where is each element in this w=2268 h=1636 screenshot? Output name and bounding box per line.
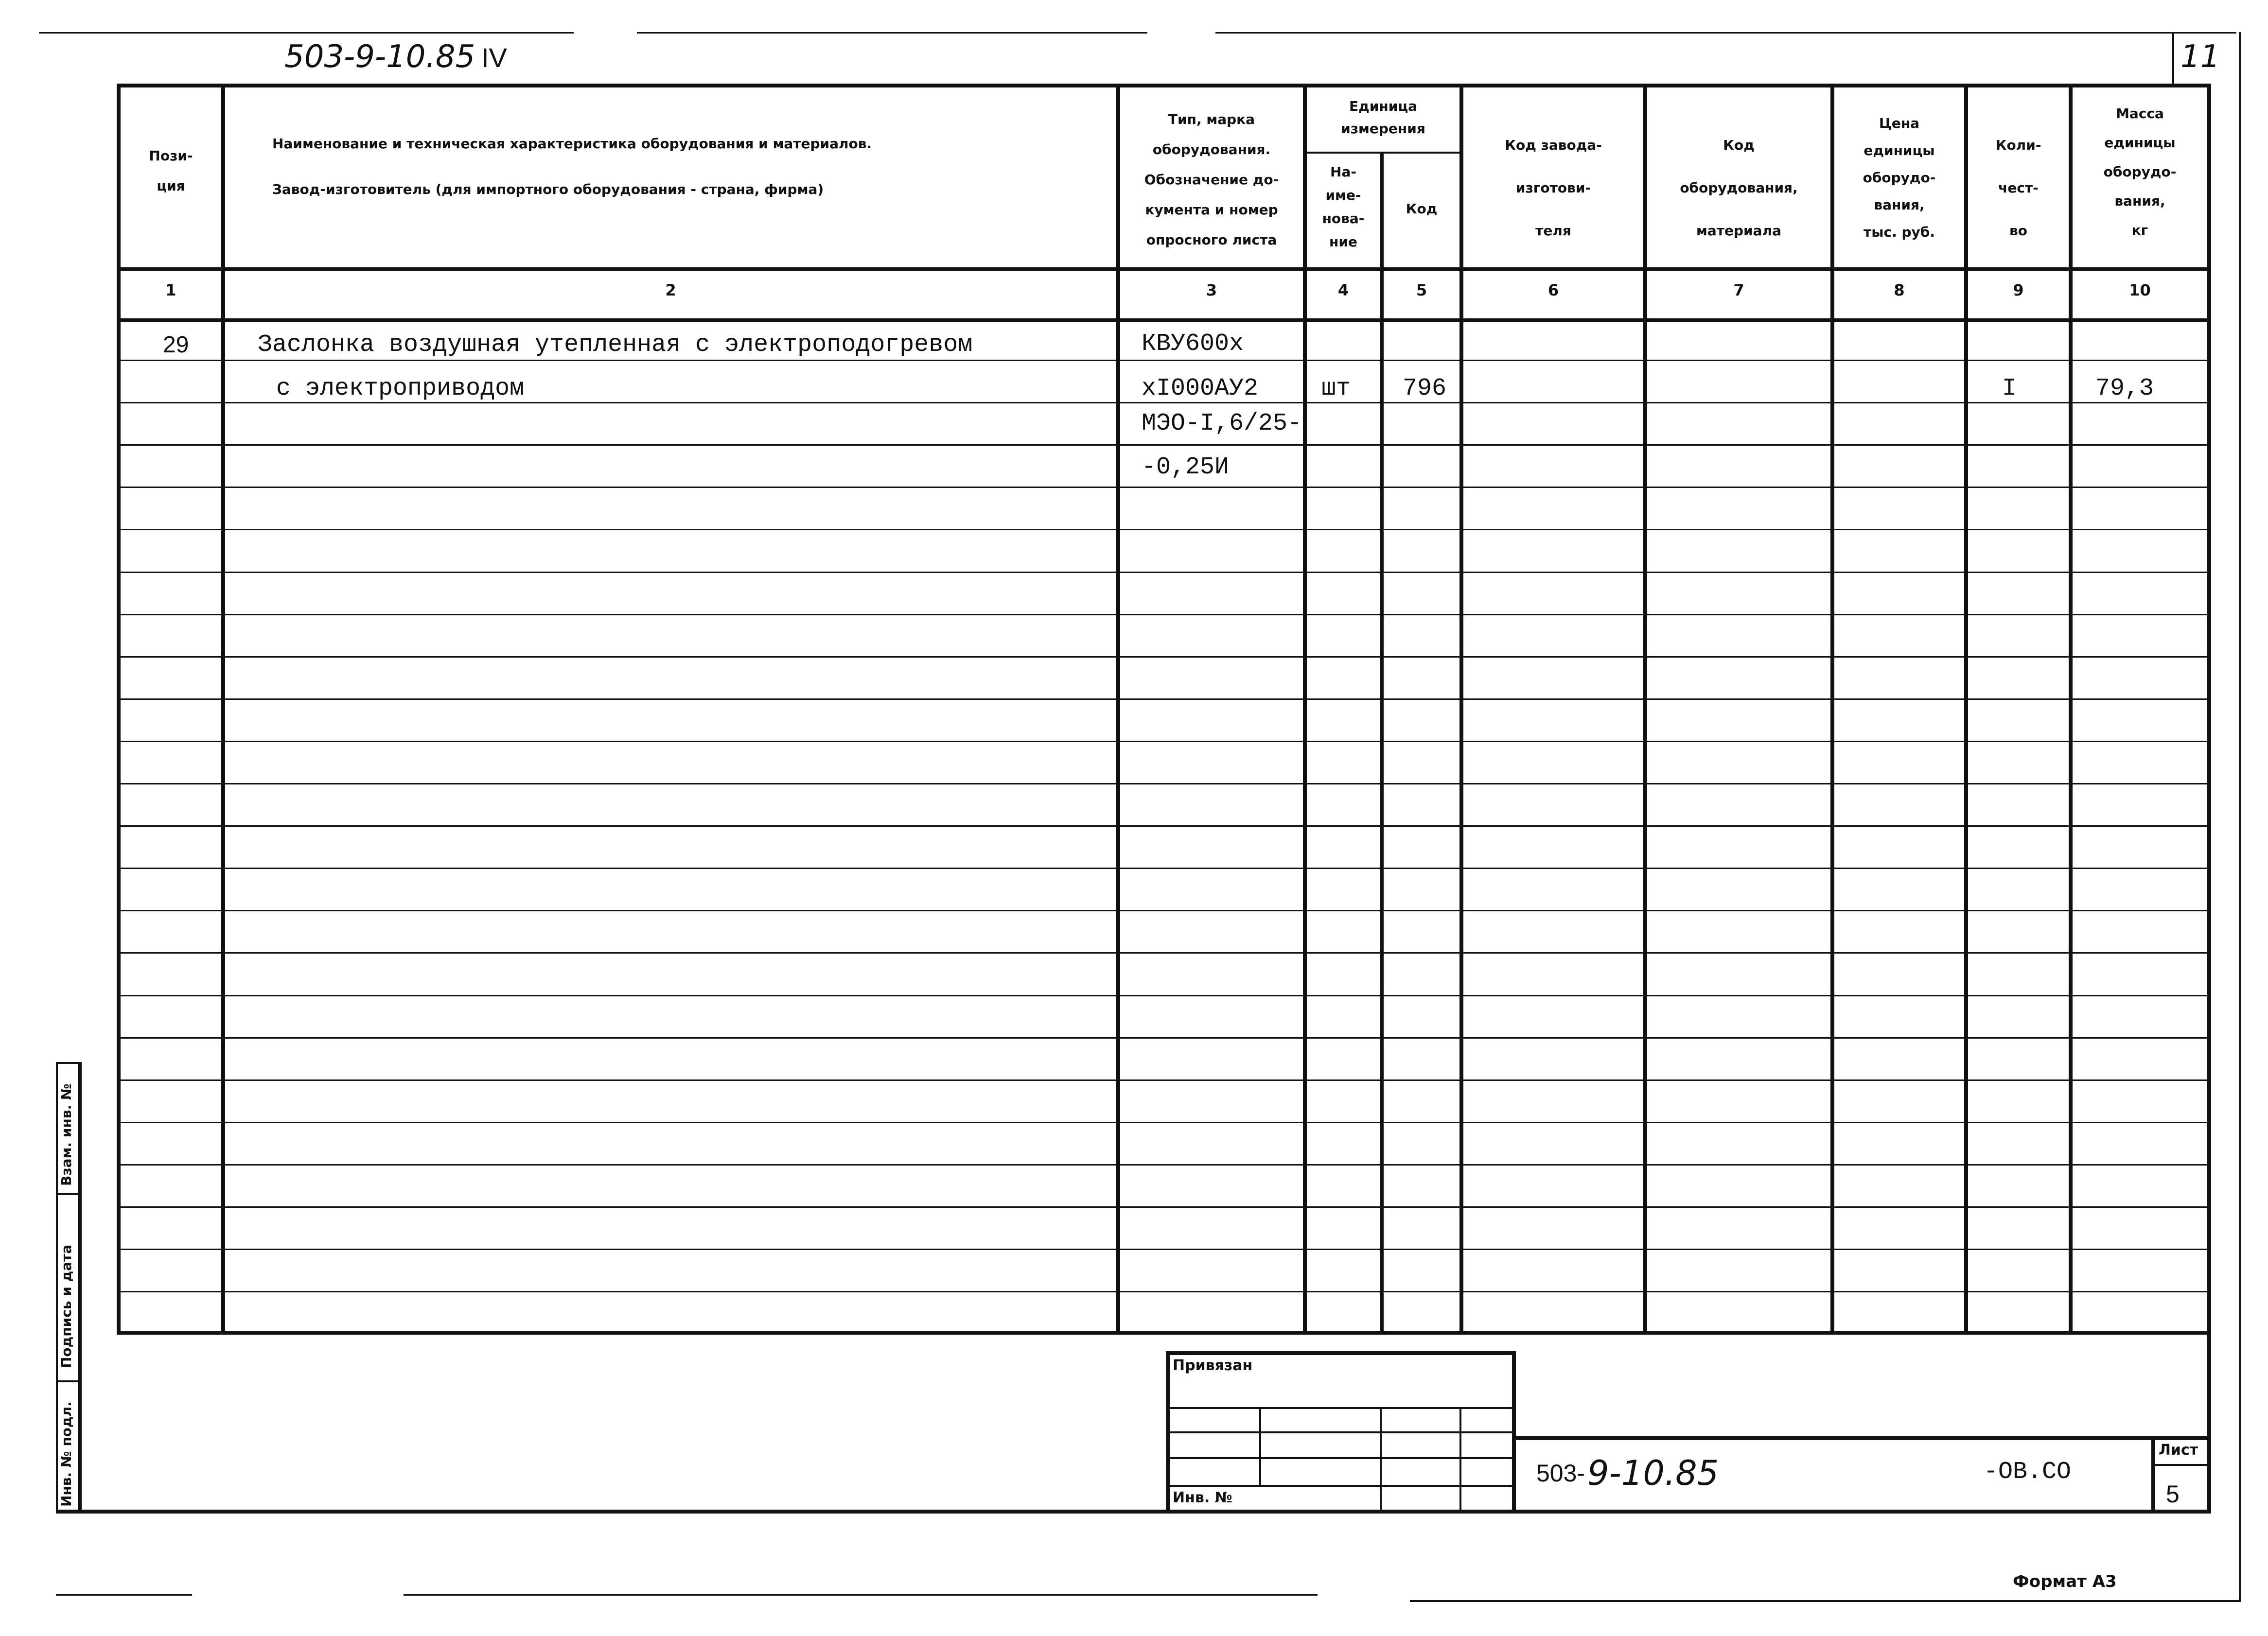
header-col1: Пози- ция: [149, 148, 193, 194]
col-div-7: [1830, 84, 1834, 1333]
stamp-line-4: [1166, 1485, 1515, 1487]
table-row-line: [117, 825, 2207, 827]
row2-unit: шт: [1321, 375, 1351, 402]
col-div-5: [1459, 84, 1463, 1333]
sheet-label: Лист: [2159, 1442, 2198, 1459]
colnum-1: 1: [165, 281, 176, 299]
header-col3: Тип, марка оборудования. Обозначение до- кумента и номер опросного листа: [1144, 111, 1279, 248]
sheet-box-left: [2151, 1436, 2155, 1512]
col-div-8: [1964, 84, 1968, 1333]
colnum-9: 9: [2013, 281, 2024, 299]
doc-number-handwritten: 503-9-10.85: [284, 39, 475, 75]
header-col5: Код: [1406, 201, 1438, 217]
table-row-line: [117, 698, 2207, 700]
header-col10: Масса единицы оборудо- вания, кг: [2103, 105, 2177, 238]
colnum-3: 3: [1206, 281, 1217, 299]
stamp-line-2: [1166, 1431, 1515, 1433]
colnum-5: 5: [1416, 281, 1427, 299]
top-rule-mid: [637, 32, 1147, 34]
row1-name: Заслонка воздушная утепленная с электроподогревом: [258, 331, 973, 359]
header-col2-line1: Наименование и техническая характеристика оборудования и материалов.: [272, 136, 872, 152]
table-row-line: [117, 995, 2207, 996]
colnum-bottom-line: [117, 318, 2207, 322]
stamp-vline-3: [1459, 1407, 1461, 1512]
col-div-6: [1643, 84, 1647, 1333]
stamp-top-border: [1166, 1351, 1515, 1355]
col-div-4: [1380, 152, 1384, 1333]
header-bottom-line: [117, 267, 2207, 271]
format-label: Формат А3: [2013, 1572, 2117, 1591]
sheet-box-divider: [2151, 1464, 2210, 1466]
stamp-inv-no: Инв. №: [1173, 1489, 1232, 1506]
sheet-number: 5: [2166, 1480, 2180, 1508]
table-row-line: [117, 487, 2207, 488]
table-row-line: [117, 741, 2207, 742]
side-box-top: [56, 1062, 80, 1064]
table-row-line: [117, 1122, 2207, 1123]
header-col2-line2: Завод-изготовитель (для импортного оборудования - страна, фирма): [272, 181, 824, 197]
page-corner-number: 11: [2180, 39, 2220, 75]
top-rule-right: [1215, 32, 2236, 34]
title-block-top: [1512, 1436, 2211, 1440]
table-row-line: [117, 656, 2207, 658]
side-div-1: [56, 1193, 80, 1195]
table-row-line: [117, 614, 2207, 615]
stamp-vline-1: [1259, 1407, 1261, 1485]
row4-type: -0,25И: [1142, 453, 1230, 481]
table-bottom-border: [117, 1331, 2211, 1335]
table-row-line: [117, 910, 2207, 911]
table-row-line: [117, 1206, 2207, 1208]
table-row-line: [117, 952, 2207, 954]
row3-type: МЭО-I,6/25-: [1142, 410, 1302, 437]
row1-type: КВУ600х: [1142, 330, 1244, 358]
stamp-line-1: [1166, 1407, 1515, 1409]
side-label-inv-podl: Инв. № подл.: [58, 1401, 74, 1507]
table-row-line: [117, 868, 2207, 869]
doc-code-suffix: -ОВ.СО: [1984, 1458, 2072, 1486]
header-col7: Код оборудования, материала: [1680, 137, 1798, 239]
stamp-privyazan: Привязан: [1173, 1357, 1253, 1374]
row2-mass: 79,3: [2095, 375, 2154, 402]
colnum-8: 8: [1894, 281, 1905, 299]
header-unit-group: Единица измерения: [1341, 98, 1425, 137]
doc-code-handwritten: 9-10.85: [1587, 1453, 1719, 1493]
header-col6: Код завода- изготови- теля: [1505, 137, 1602, 239]
bottom-rule-right: [1410, 1600, 2241, 1602]
top-rule-left: [39, 32, 574, 34]
table-row-line: [117, 529, 2207, 530]
table-top-border: [117, 84, 2207, 87]
col-div-3: [1303, 84, 1307, 1333]
col-div-9: [2069, 84, 2073, 1333]
side-box-bottom: [56, 1510, 2211, 1514]
table-right-border: [2207, 84, 2211, 1513]
table-row-line: [117, 360, 2207, 361]
corner-box-left: [2172, 32, 2174, 86]
stamp-vline-2: [1380, 1407, 1382, 1512]
stamp-line-3: [1166, 1457, 1515, 1459]
col-div-2: [1116, 84, 1120, 1333]
table-row-line: [117, 1249, 2207, 1250]
header-col8: Цена единицы оборудо- вания, тыс. руб.: [1863, 115, 1936, 240]
table-row-line: [117, 1079, 2207, 1081]
doc-mark: IV: [481, 42, 507, 73]
side-box-left: [56, 1062, 58, 1512]
table-row-line: [117, 1291, 2207, 1292]
colnum-7: 7: [1733, 281, 1744, 299]
doc-code-prefix: 503-: [1536, 1460, 1585, 1487]
row2-code: 796: [1403, 375, 1447, 402]
side-box-right: [78, 1062, 82, 1512]
colnum-6: 6: [1547, 281, 1559, 299]
table-row-line: [117, 572, 2207, 573]
table-row-line: [117, 783, 2207, 784]
row2-qty: I: [2002, 375, 2017, 402]
table-row-line: [117, 1037, 2207, 1039]
row2-name: с электроприводом: [276, 375, 525, 402]
bottom-rule-mid: [404, 1594, 1318, 1596]
col-div-1: [221, 84, 225, 1333]
side-label-vzam: Взам. инв. №: [58, 1083, 74, 1186]
table-row-line: [117, 444, 2207, 446]
header-col4: На- име- нова- ние: [1322, 164, 1365, 250]
table-row-line: [117, 1164, 2207, 1166]
header-col9: Коли- чест- во: [1995, 137, 2041, 239]
colnum-10: 10: [2129, 281, 2151, 299]
colnum-2: 2: [665, 281, 676, 299]
colnum-4: 4: [1337, 281, 1349, 299]
bottom-rule-left: [56, 1594, 192, 1596]
row2-type: хI000АУ2: [1142, 375, 1259, 402]
frame-right-top: [2239, 32, 2241, 1602]
row1-position: 29: [163, 332, 189, 358]
side-label-podpis: Подпись и дата: [58, 1244, 74, 1368]
side-div-2: [56, 1380, 80, 1382]
